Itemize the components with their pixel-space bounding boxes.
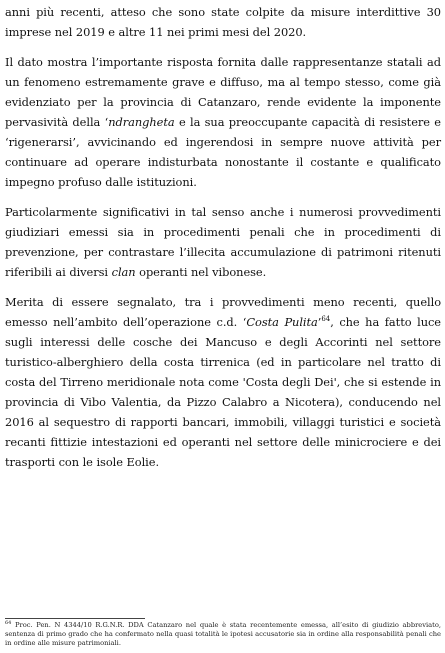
paragraph-text: , che ha fatto luce sugli interessi delle cosche dei Mancuso e degli Accorinti nel settore turistico-alberghiero della costa tirrenica (ed in particolare nel tratto di costa del Tirreno meridionale nota come 'Costa degli Dei', che si estende in provincia di Vibo Valentia, da Pizzo Calabro a Nicotera), conducendo nel 2016 al sequestro di rapporti bancari, immobili, villaggi turistici e società recanti fittizie intestazioni ed operanti nel settore delle minicrociere e dei trasporti con le isole Eolie. xyxy=(5,315,441,469)
paragraph-2 xyxy=(5,52,441,192)
paragraph-text: ’ xyxy=(317,315,322,329)
footnote-number: 64 xyxy=(5,619,12,626)
paragraph-text: Il dato mostra l’importante risposta fornita dalle rappresentanze statali ad un fenomeno estremamente grave e diffuso, ma al tempo stesso, come già evidenziato per la provincia di Catanzaro, rende evidente la imponente pervasività della ‘ xyxy=(5,55,441,129)
paragraph-text: e la sua preoccupante capacità di resistere e ‘rigenerarsi’, avvicinando ed ingerendosi in sempre nuove attività per continuare ad operare indisturbata nonostante il costante e qualificato impegno profuso dalle istituzioni. xyxy=(5,115,441,189)
paragraph-3 xyxy=(5,202,441,282)
footnote-text: Proc. Pen. N 4344/10 R.G.N.R. DDA Catanzaro nel quale è stata recentemente emessa, all’esito di giudizio abbreviato, sentenza di primo grado che ha confermato nella quasi totalità le ipotesi accusatorie sia in ordine alla responsabilità penali che in ordine alle misure patrimoniali. xyxy=(5,621,441,647)
footnote-64 xyxy=(5,621,441,648)
paragraph-text: Merita di essere segnalato, tra i provvedimenti meno recenti, quello emesso nell’ambito dell’operazione c.d. ‘ xyxy=(5,295,441,329)
paragraph-text: anni più recenti, atteso che sono state colpite da misure interdittive 30 imprese nel 2019 e altre 11 nei primi mesi del 2020. xyxy=(5,5,441,39)
italic-text: clan xyxy=(111,265,136,279)
italic-text: Costa Pulita xyxy=(246,315,318,329)
paragraph-text: Particolarmente significativi in tal senso anche i numerosi provvedimenti giudiziari emessi sia in procedimenti penali che in procedimenti di prevenzione, per contrastare l’illecita accumulazione di patrimoni ritenuti riferibili ai diversi xyxy=(5,205,441,279)
footnote-separator xyxy=(5,618,145,619)
paragraph-4 xyxy=(5,292,441,472)
paragraph-1 xyxy=(5,2,441,42)
body-text xyxy=(5,2,441,472)
italic-text: ndrangheta xyxy=(108,115,175,129)
footnote-reference: 64 xyxy=(321,315,331,324)
paragraph-text: operanti nel vibonese. xyxy=(135,265,267,279)
